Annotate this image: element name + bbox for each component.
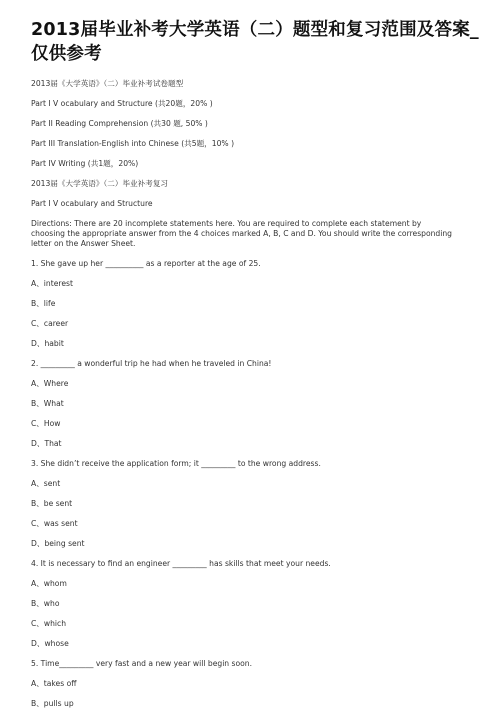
format-part-4: Part IV Writing (共1题，20%) (31, 159, 139, 168)
format-part-1: Part I V ocabulary and Structure (共20题，20% ) (31, 99, 213, 108)
question-4-option-d: D、whose (31, 639, 69, 648)
section-heading: Part I V ocabulary and Structure (31, 199, 153, 208)
format-part-2: Part II Reading Comprehension (共30 题, 50% ) (31, 119, 208, 128)
question-3-option-c: C、was sent (31, 519, 78, 528)
directions-paragraph: Directions: There are 20 incomplete statements here. You are required to complete each statement by choosing the appropriate answer from the 4 choices marked A, B, C and D. You should write the corresponding letter on the Answer Sheet. (31, 219, 452, 248)
question-3: 3. She didn’t receive the application form; it _________ to the wrong address. (31, 459, 321, 468)
question-2: 2. _________ a wonderful trip he had when he traveled in China! (31, 359, 272, 368)
document-body (31, 79, 481, 709)
question-4-option-b: B、who (31, 599, 60, 608)
exam-format-heading: 2013届《大学英语》（二）毕业补考试卷题型 (31, 79, 184, 88)
question-2-option-a: A、Where (31, 379, 69, 388)
document-page (31, 0, 481, 719)
question-3-option-a: A、sent (31, 479, 61, 488)
review-heading: 2013届《大学英语》（二）毕业补考复习 (31, 179, 169, 188)
question-1-option-c: C、career (31, 319, 69, 328)
question-5: 5. Time_________ very fast and a new year will begin soon. (31, 659, 253, 668)
question-1: 1. She gave up her __________ as a reporter at the age of 25. (31, 259, 261, 268)
question-1-option-a: A、interest (31, 279, 73, 288)
question-2-option-d: D、That (31, 439, 62, 448)
question-5-option-b: B、pulls up (31, 699, 74, 708)
question-4-option-c: C、which (31, 619, 67, 628)
question-1-option-b: B、life (31, 299, 56, 308)
question-1-option-d: D、habit (31, 339, 64, 348)
question-2-option-b: B、What (31, 399, 64, 408)
question-4-option-a: A、whom (31, 579, 67, 588)
document-title: 2013届毕业补考大学英语（二）题型和复习范围及答案_仅供参考 (31, 20, 479, 64)
question-4: 4. It is necessary to find an engineer _________ has skills that meet your needs. (31, 559, 331, 568)
question-2-option-c: C、How (31, 419, 61, 428)
question-3-option-d: D、being sent (31, 539, 85, 548)
question-5-option-a: A、takes off (31, 679, 77, 688)
format-part-3: Part III Translation-English into Chinese (共5题，10% ) (31, 139, 235, 148)
question-3-option-b: B、be sent (31, 499, 73, 508)
